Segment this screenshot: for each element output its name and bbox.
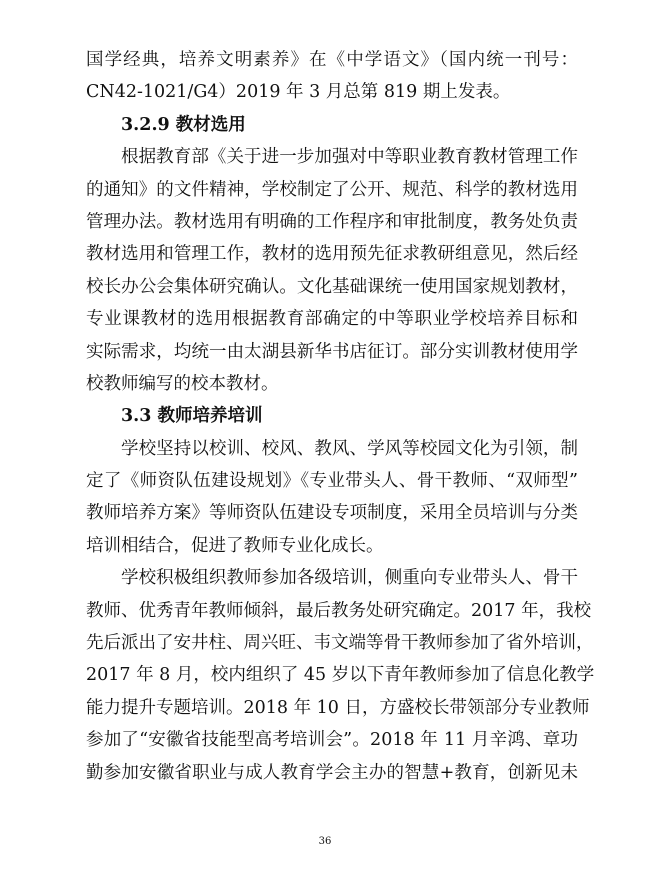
section-heading: 3.2.9 教材选用 <box>121 114 246 135</box>
text-line: 教材选用和管理工作，教材的选用预先征求教研组意见，然后经 <box>86 244 578 265</box>
text-line: 学校积极组织教师参加各级培训，侧重向专业带头人、骨干 <box>121 568 578 589</box>
text-line: 专业课教材的选用根据教育部确定的中等职业学校培养目标和 <box>86 309 578 330</box>
text-line: 根据教育部《关于进一步加强对中等职业教育教材管理工作 <box>121 147 578 168</box>
text-line: 勤参加安徽省职业与成人教育学会主办的智慧+教育，创新见未 <box>86 762 578 783</box>
section-heading: 3.3 教师培养培训 <box>121 406 263 427</box>
page-number: 36 <box>318 836 332 847</box>
text-line: 实际需求，均统一由太湖县新华书店征订。部分实训教材使用学 <box>86 341 578 362</box>
text-line: 管理办法。教材选用有明确的工作程序和审批制度，教务处负责 <box>86 211 578 232</box>
text-line: 教师培养方案》等师资队伍建设专项制度，采用全员培训与分类 <box>86 503 578 524</box>
text-line: 先后派出了安井柱、周兴旺、韦文端等骨干教师参加了省外培训， <box>86 633 594 654</box>
text-line: 参加了“安徽省技能型高考培训会”。2018 年 11 月辛鸿、章功 <box>86 730 578 751</box>
document-page <box>86 44 595 789</box>
text-line: 校长办公会集体研究确认。文化基础课统一使用国家规划教材， <box>86 276 578 297</box>
text-line: 校教师编写的校本教材。 <box>86 373 279 394</box>
text-line: CN42-1021/G4）2019 年 3 月总第 819 期上发表。 <box>86 82 511 103</box>
text-line: 能力提升专题培训。2018 年 10 日，方盛校长带领部分专业教师 <box>86 697 590 718</box>
text-line: 的通知》的文件精神，学校制定了公开、规范、科学的教材选用 <box>86 179 578 200</box>
text-line: 2017 年 8 月，校内组织了 45 岁以下青年教师参加了信息化教学 <box>86 665 595 686</box>
text-line: 国学经典，培养文明素养》在《中学语文》（国内统一刊号： <box>86 50 578 70</box>
text-line: 教师、优秀青年教师倾斜，最后教务处研究确定。2017 年，我校 <box>86 600 592 621</box>
text-line: 学校坚持以校训、校风、教风、学风等校园文化为引领，制 <box>121 438 578 459</box>
text-line: 培训相结合，促进了教师专业化成长。 <box>86 535 384 556</box>
text-line: 定了《师资队伍建设规划》《专业带头人、骨干教师、“双师型” <box>86 471 578 492</box>
